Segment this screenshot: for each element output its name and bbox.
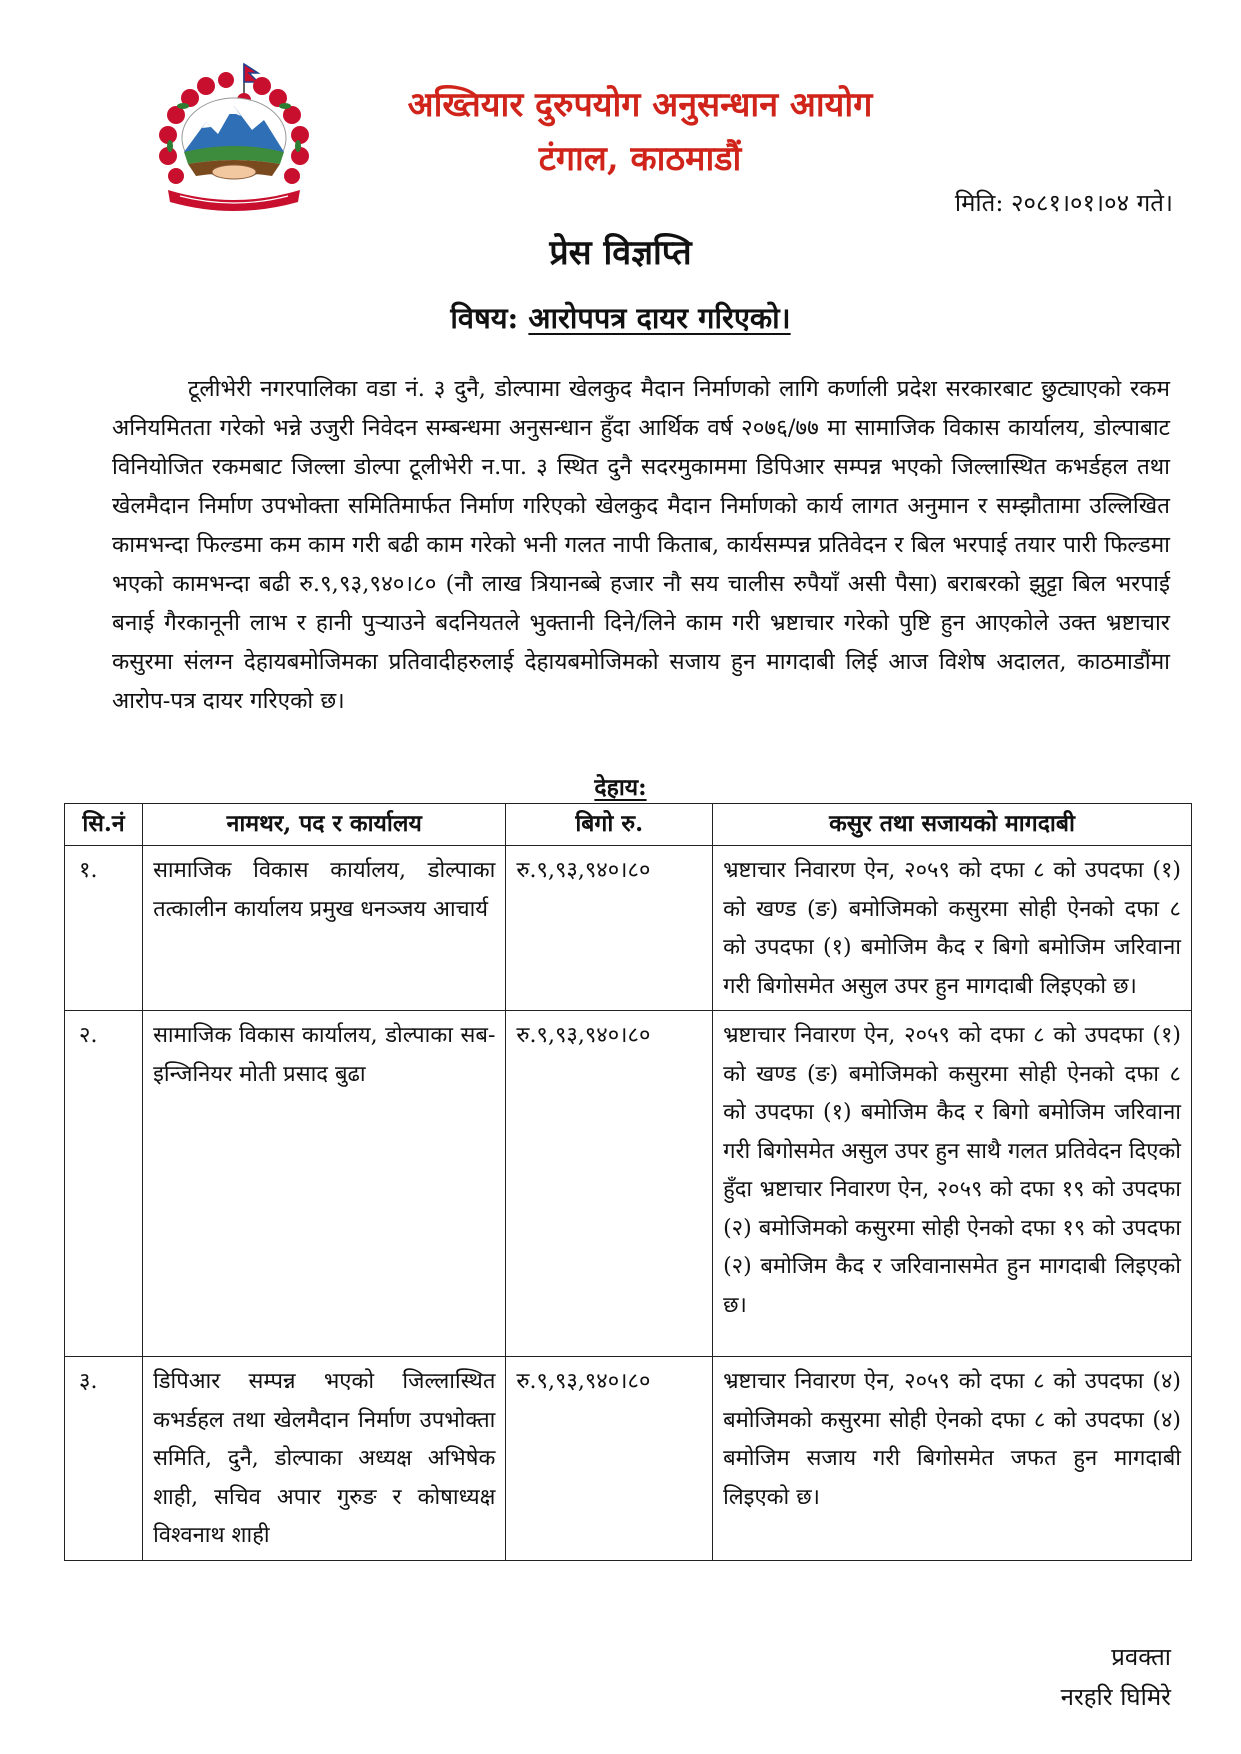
- organization-location: टंगाल, काठमाडौं: [538, 139, 742, 179]
- table-row: [65, 1357, 1192, 1561]
- cell-amount: रु.९,९३,९४०।८०: [506, 846, 713, 1011]
- body-paragraph: टूलीभेरी नगरपालिका वडा नं. ३ दुनै, डोल्पामा खेलकुद मैदान निर्माणको लागि कर्णाली प्रदेश सरकारबाट छुट्याएको रकम अनियमितता गरेको भन्ने उजुरी निवेदन सम्बन्धमा अनुसन्धान हुँदा आर्थिक वर्ष २०७६/७७ मा सामाजिक विकास कार्यालय, डोल्पाबाट विनियोजित रकमबाट जिल्ला डोल्पा टूलीभेरी न.पा. ३ स्थित दुनै सदरमुकाममा डिपिआर सम्पन्न भएको जिल्लास्थित कभर्डहल तथा खेलमैदान निर्माण उपभोक्ता समितिमार्फत निर्माण गरिएको खेलकुद मैदान निर्माणको कार्य लागत अनुमान र सम्झौतामा उल्लिखित कामभन्दा फिल्डमा कम काम गरी बढी काम गरेको भनी गलत नापी किताब, कार्यसम्पन्न प्रतिवेदन र बिल भरपाई तयार पारी फिल्डमा भएको कामभन्दा बढी रु.९,९३,९४०।८० (नौ लाख त्रियानब्बे हजार नौ सय चालीस रुपैयाँ असी पैसा) बराबरको झुट्टा बिल भरपाई बनाई गैरकानूनी लाभ र हानी पुऱ्याउने बदनियतले भुक्तानी दिने/लिने काम गरी भ्रष्टाचार गरेको पुष्टि हुन आएकोले उक्त भ्रष्टाचार कसुरमा संलग्न देहायबमोजिमका प्रतिवादीहरुलाई देहायबमोजिमको सजाय हुन मागदाबी लिई आज विशेष अदालत, काठमाडौंमा आरोप-पत्र दायर गरिएको छ।: [112, 376, 1170, 714]
- spokesperson-title: प्रवक्ता: [1111, 1643, 1171, 1671]
- cell-name: सामाजिक विकास कार्यालय, डोल्पाका तत्कालीन कार्यालय प्रमुख धनञ्जय आचार्य: [143, 846, 506, 1011]
- cell-name: सामाजिक विकास कार्यालय, डोल्पाका सब-इन्जिनियर मोती प्रसाद बुढा: [143, 1011, 506, 1357]
- organization-name: अख्तियार दुरुपयोग अनुसन्धान आयोग: [407, 85, 873, 125]
- page-title: प्रेस विज्ञप्ति: [549, 233, 692, 273]
- table-header-row: [65, 804, 1192, 846]
- cell-serial: ३.: [65, 1357, 143, 1561]
- table-row: [65, 1011, 1192, 1357]
- cell-amount: रु.९,९३,९४०।८०: [506, 1011, 713, 1357]
- header-amount: बिगो रु.: [506, 804, 713, 846]
- table-row: [65, 846, 1192, 1011]
- cell-amount: रु.९,९३,९४०।८०: [506, 1357, 713, 1561]
- cell-charge: भ्रष्टाचार निवारण ऐन, २०५९ को दफा ८ को उपदफा (१) को खण्ड (ङ) बमोजिमको कसुरमा सोही ऐनको दफा ८ को उपदफा (१) बमोजिम कैद र बिगो बमोजिम जरिवाना गरी बिगोसमेत असुल उपर हुन मागदाबी लिइएको छ।: [713, 846, 1192, 1011]
- subject-label: विषय:: [450, 301, 519, 335]
- release-date: मिति: २०८१।०१।०४ गते।: [954, 189, 1173, 217]
- cell-serial: १.: [65, 846, 143, 1011]
- header-charge: कसुर तथा सजायको मागदाबी: [713, 804, 1192, 846]
- dehaya-label: देहाय:: [594, 774, 647, 801]
- subject-text: आरोपपत्र दायर गरिएको।: [528, 301, 791, 335]
- nepal-emblem-icon: [148, 60, 320, 220]
- spokesperson-name: नरहरि घिमिरे: [1060, 1683, 1171, 1711]
- cell-charge: भ्रष्टाचार निवारण ऐन, २०५९ को दफा ८ को उपदफा (४) बमोजिमको कसुरमा सोही ऐनको दफा ८ को उपदफा (४) बमोजिम सजाय गरी बिगोसमेत जफत हुन मागदाबी लिइएको छ।: [713, 1357, 1192, 1561]
- subject-line: [0, 298, 1241, 337]
- cell-charge: भ्रष्टाचार निवारण ऐन, २०५९ को दफा ८ को उपदफा (१) को खण्ड (ङ) बमोजिमको कसुरमा सोही ऐनको दफा ८ को उपदफा (१) बमोजिम कैद र बिगो बमोजिम जरिवाना गरी बिगोसमेत असुल उपर हुन साथै गलत प्रतिवेदन दिएको हुँदा भ्रष्टाचार निवारण ऐन, २०५९ को दफा १९ को उपदफा (२) बमोजिमको कसुरमा सोही ऐनको दफा १९ को उपदफा (२) बमोजिम कैद र जरिवानासमेत हुन मागदाबी लिइएको छ।: [713, 1011, 1192, 1357]
- header-name: नामथर, पद र कार्यालय: [143, 804, 506, 846]
- accused-table: [64, 803, 1192, 1561]
- cell-name: डिपिआर सम्पन्न भएको जिल्लास्थित कभर्डहल तथा खेलमैदान निर्माण उपभोक्ता समिति, दुनै, डोल्पाका अध्यक्ष अभिषेक शाही, सचिव अपार गुरुङ र कोषाध्यक्ष विश्वनाथ शाही: [143, 1357, 506, 1561]
- cell-serial: २.: [65, 1011, 143, 1357]
- header-serial: सि.नं: [65, 804, 143, 846]
